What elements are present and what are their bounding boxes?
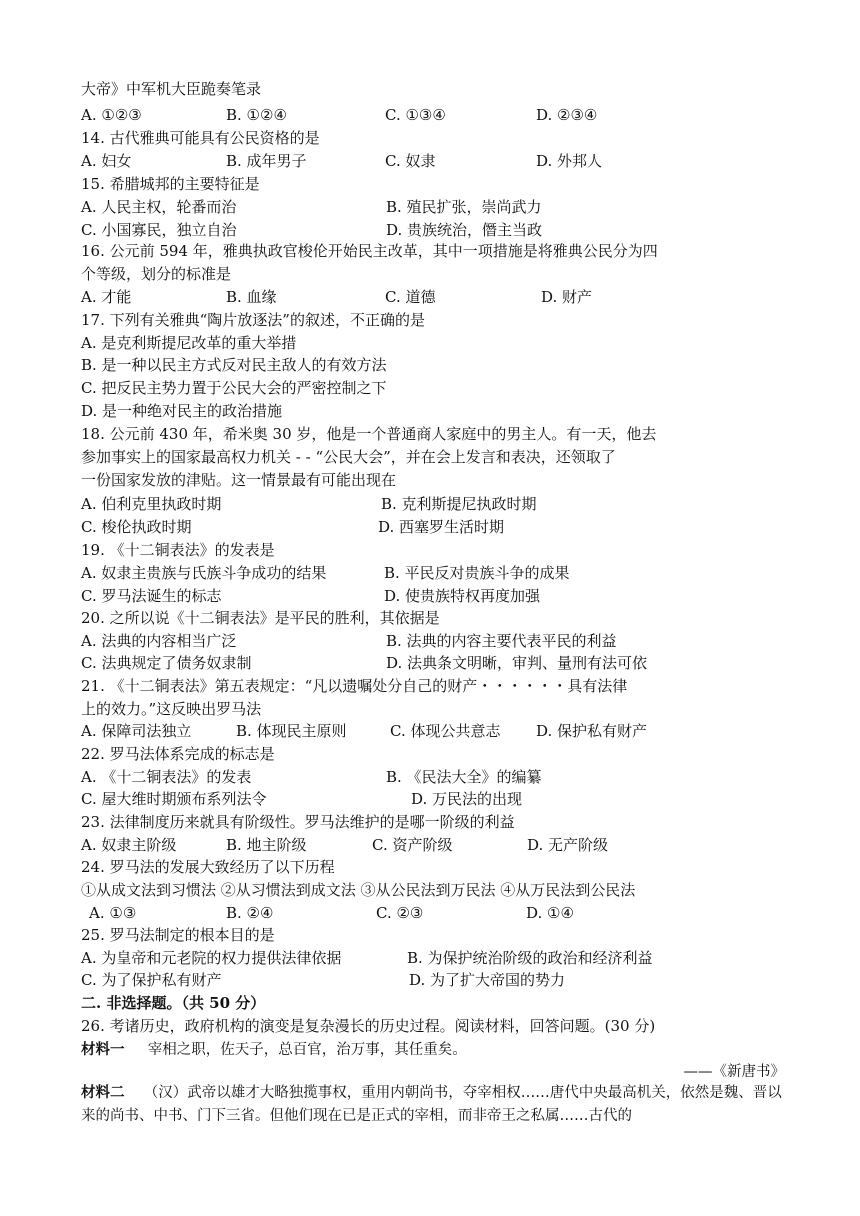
material-two-label: 材料二 [81,1084,125,1101]
q23-option-d: D. 无产阶级 [527,836,609,854]
q14-option-b: B. 成年男子 [226,152,307,170]
q15-option-a: A. 人民主权，轮番而治 [81,198,237,216]
q26-stem: 26. 考诸历史，政府机构的演变是复杂漫长的历史过程。阅读材料，回答问题。(30 分) [81,1017,656,1035]
q20-option-b: B. 法典的内容主要代表平民的利益 [386,632,617,650]
section-two-heading: 二. 非选择题。（共 50 分） [81,994,266,1012]
q17-option-d: D. 是一种绝对民主的政治措施 [81,402,283,420]
q21-option-a: A. 保障司法独立 [81,722,192,740]
q16-option-c: C. 道德 [385,288,436,306]
q18-option-c: C. 梭伦执政时期 [81,518,192,536]
q22-option-a: A. 《十二铜表法》的发表 [81,768,252,786]
q19-stem: 19. 《十二铜表法》的发表是 [81,541,275,559]
q21-stem-line2: 上的效力。”这反映出罗马法 [81,700,262,718]
q13-option-b: B. ①②④ [226,106,287,124]
q19-option-a: A. 奴隶主贵族与氏族斗争成功的结果 [81,564,327,582]
q19-option-c: C. 罗马法诞生的标志 [81,587,222,605]
q14-option-a: A. 妇女 [81,152,132,170]
q18-option-a: A. 伯利克里执政时期 [81,495,222,513]
q24-option-a: A. ①③ [89,904,137,922]
q13-option-c: C. ①③④ [385,106,446,124]
q20-stem: 20. 之所以说《十二铜表法》是平民的胜利，其依据是 [81,609,440,627]
q15-option-c: C. 小国寡民，独立自治 [81,221,237,239]
q17-stem: 17. 下列有关雅典“陶片放逐法”的叙述，不正确的是 [81,311,425,329]
q16-option-d: D. 财产 [541,288,593,306]
q16-option-b: B. 血缘 [226,288,277,306]
material-two [81,1081,783,1128]
material-one-text: 宰相之职，佐天子，总百官，治万事，其任重矣。 [147,1042,467,1058]
q21-stem-line1: 21. 《十二铜表法》第五表规定：“凡以遗嘱处分自己的财产・・・・・・具有法律 [81,677,628,695]
material-one-label: 材料一 [81,1041,125,1058]
q25-option-d: D. 为了扩大帝国的势力 [409,971,566,989]
q17-option-a: A. 是克利斯提尼改革的重大举措 [81,334,297,352]
q16-stem-line2: 个等级，划分的标准是 [81,265,232,283]
q14-stem: 14. 古代雅典可能具有公民资格的是 [81,129,320,147]
material-two-text: （汉）武帝以雄才大略独揽事权，重用内朝尚书，夺宰相权……唐代中央最高机关，依然是魏、晋以来的尚书、中书、门下三省。但他们现在已是正式的宰相，而非帝王之私属……古代的 [81,1085,782,1124]
q21-option-b: B. 体现民主原则 [236,722,347,740]
q18-stem-line1: 18. 公元前 430 年，希米奥 30 岁，他是一个普通商人家庭中的男主人。有一天，他去 [81,425,657,443]
q13-option-a: A. ①②③ [81,106,142,124]
q18-stem-line2: 参加事实上的国家最高权力机关 - - “公民大会”，并在会上发言和表决，还领取了 [81,448,616,466]
q20-option-a: A. 法典的内容相当广泛 [81,632,237,650]
q24-option-c: C. ②③ [376,904,424,922]
q25-stem: 25. 罗马法制定的根本目的是 [81,926,275,944]
q14-option-c: C. 奴隶 [385,152,436,170]
q14-option-d: D. 外邦人 [536,152,603,170]
q17-option-b: B. 是一种以民主方式反对民主敌人的有效方法 [81,356,387,374]
q23-option-c: C. 资产阶级 [372,836,453,854]
q16-option-a: A. 才能 [81,288,132,306]
q13-tail: 大帝》中军机大臣跪奏笔录 [81,80,262,98]
q15-stem: 15. 希腊城邦的主要特征是 [81,175,260,193]
q19-option-d: D. 使贵族特权再度加强 [384,587,541,605]
material-one [81,1038,467,1061]
q20-option-d: D. 法典条文明晰，审判、量刑有法可依 [386,654,648,672]
q15-option-d: D. 贵族统治，僭主当政 [386,221,543,239]
q18-option-b: B. 克利斯提尼执政时期 [381,495,537,513]
q16-stem-line1: 16. 公元前 594 年，雅典执政官梭伦开始民主改革，其中一项措施是将雅典公民分为四 [81,242,658,260]
q18-option-d: D. 西塞罗生活时期 [378,518,505,536]
q25-option-b: B. 为保护统治阶级的政治和经济利益 [407,949,653,967]
q24-statements: ①从成文法到习惯法 ②从习惯法到成文法 ③从公民法到万民法 ④从万民法到公民法 [81,881,636,899]
q15-option-b: B. 殖民扩张，崇尚武力 [386,198,542,216]
q23-stem: 23. 法律制度历来就具有阶级性。罗马法维护的是哪一阶级的利益 [81,813,515,831]
q21-option-d: D. 保护私有财产 [536,722,648,740]
q24-stem: 24. 罗马法的发展大致经历了以下历程 [81,858,335,876]
q21-option-c: C. 体现公共意志 [390,722,501,740]
q22-stem: 22. 罗马法体系完成的标志是 [81,745,275,763]
q20-option-c: C. 法典规定了债务奴隶制 [81,654,252,672]
q23-option-a: A. 奴隶主阶级 [81,836,177,854]
q25-option-a: A. 为皇帝和元老院的权力提供法律依据 [81,949,342,967]
q23-option-b: B. 地主阶级 [226,836,307,854]
q19-option-b: B. 平民反对贵族斗争的成果 [384,564,570,582]
q24-option-b: B. ②④ [226,904,274,922]
material-one-source: ——《新唐书》 [683,1064,785,1080]
q22-option-d: D. 万民法的出现 [411,790,523,808]
q18-stem-line3: 一份国家发放的津贴。这一情景最有可能出现在 [81,471,397,489]
q17-option-c: C. 把反民主势力置于公民大会的严密控制之下 [81,379,387,397]
q22-option-b: B. 《民法大全》的编纂 [386,768,542,786]
q22-option-c: C. 屋大维时期颁布系列法令 [81,790,267,808]
q25-option-c: C. 为了保护私有财产 [81,971,222,989]
q24-option-d: D. ①④ [526,904,574,922]
q13-option-d: D. ②③④ [536,106,598,124]
